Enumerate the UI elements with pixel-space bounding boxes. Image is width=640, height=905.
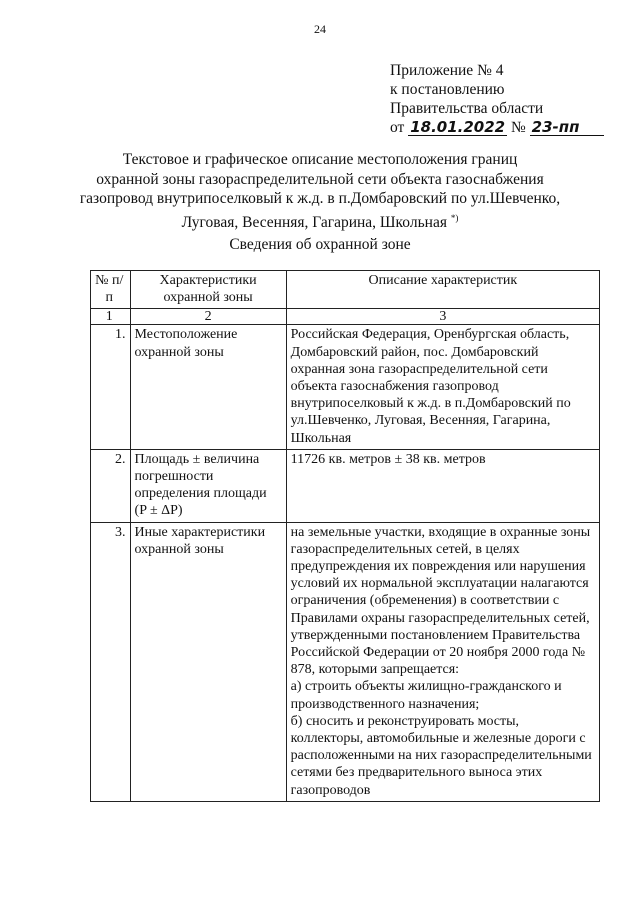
row-num: 1. <box>91 325 131 449</box>
column-number: 1 <box>91 309 131 325</box>
protection-zone-table <box>90 270 600 802</box>
table-row <box>91 522 600 801</box>
number-label: № <box>510 119 526 136</box>
row-characteristic: Площадь ± величина погрешности определения площади (P ± ΔP) <box>130 449 286 522</box>
restriction-item-b: б) сносить и реконструировать мосты, коллекторы, автомобильные и железные дороги с расположенными на них газораспределительными сетями без предварительного выноса этих газопроводов <box>290 713 592 798</box>
appendix-date-line <box>390 118 604 137</box>
table-header-row <box>91 271 600 309</box>
title-line-4: Луговая, Весенняя, Гагарина, Школьная <box>181 213 447 231</box>
row-description: на земельные участки, входящие в охранные зоны газораспределительных сетей, в целях предупреждения их повреждения или нарушения условий их нормальной эксплуатации налагаются ограничения (обременения) в соответствии с Правилами охраны газораспределительных сетей, утвержденными постановлением Правительства Российской Федерации от 20 ноября 2000 года № 878, которыми запрещается: <box>290 524 591 678</box>
column-number: 3 <box>286 309 599 325</box>
row-num: 2. <box>91 449 131 522</box>
row-characteristic: Местоположение охранной зоны <box>130 325 286 449</box>
table-row <box>91 325 600 449</box>
column-number-row <box>91 309 600 325</box>
section-subtitle: Сведения об охранной зоне <box>229 236 411 253</box>
row-num: 3. <box>91 522 131 801</box>
from-label: от <box>390 119 405 136</box>
header-description: Описание характеристик <box>286 271 599 309</box>
title-line-2: охранной зоны газораспределительной сети объекта газоснабжения <box>96 170 544 188</box>
appendix-line-3: Правительства области <box>390 100 544 117</box>
title-line-4-wrap <box>0 209 640 233</box>
appendix-line-1: Приложение № 4 <box>390 62 504 79</box>
appendix-block <box>390 61 604 137</box>
page-number: 24 <box>314 22 326 36</box>
handwritten-date: 18.01.2022 <box>410 118 506 136</box>
title-line-1: Текстовое и графическое описание местоположения границ <box>122 151 518 168</box>
appendix-line-2: к постановлению <box>390 81 505 98</box>
column-number: 2 <box>130 309 286 325</box>
row-description: 11726 кв. метров ± 38 кв. метров <box>286 449 599 522</box>
row-characteristic: Иные характеристики охранной зоны <box>130 522 286 801</box>
header-characteristic: Характеристики охранной зоны <box>130 271 286 309</box>
restriction-item-a: а) строить объекты жилищно-гражданского и производственного назначения; <box>290 679 562 712</box>
footnote-mark: *) <box>450 212 459 223</box>
document-title <box>0 150 640 232</box>
title-line-3: газопровод внутрипоселковый к ж.д. в п.Домбаровский по ул.Шевченко, <box>79 190 561 207</box>
table-row <box>91 449 600 522</box>
handwritten-number: 23-пп <box>530 119 604 136</box>
row-description: Российская Федерация, Оренбургская область, Домбаровский район, пос. Домбаровский охранная зона газораспределительной сети объекта газоснабжения газопровод внутрипоселковый к ж.д. в п.Домбаровский по ул.Шевченко, Луговая, Весенняя, Гагарина, Школьная <box>286 325 599 449</box>
header-num: № п/п <box>91 271 131 309</box>
row-description-cell <box>286 522 599 801</box>
